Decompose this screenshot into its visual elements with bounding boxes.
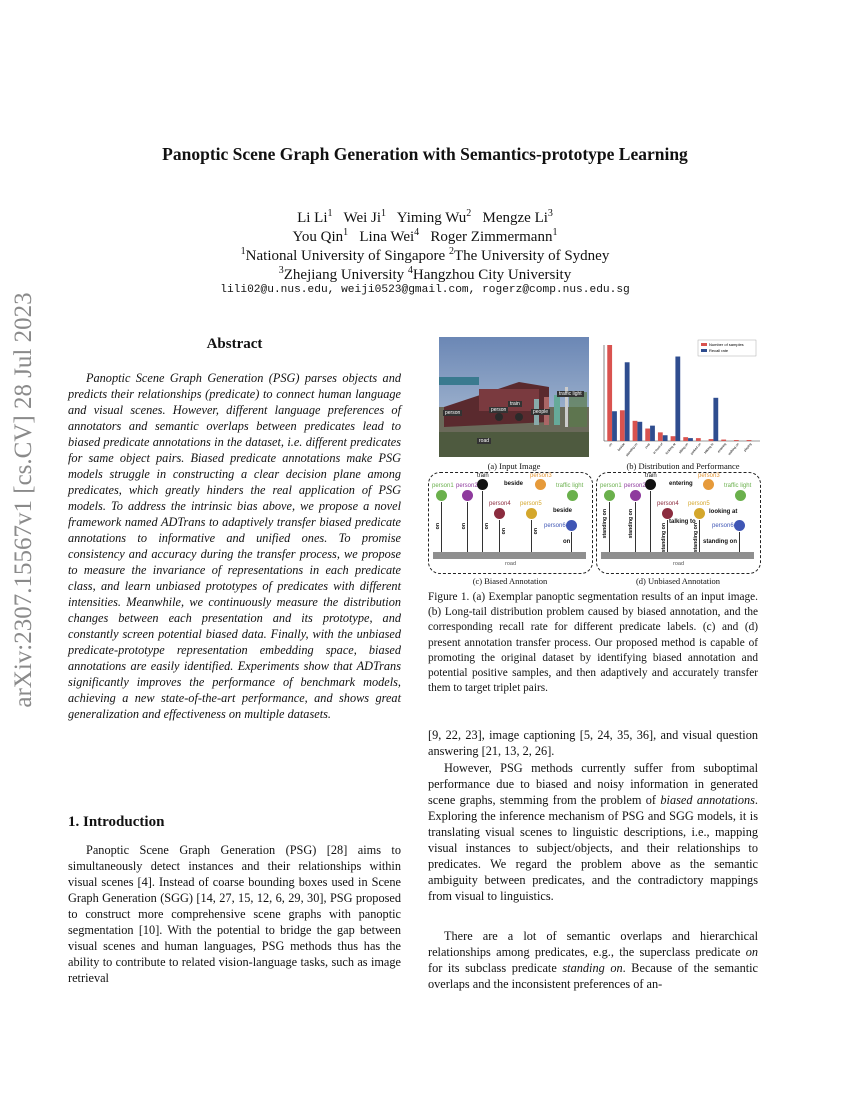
x-tick-label: talking to [703,442,715,455]
node-dot [462,490,473,501]
edge-label: beside [504,481,524,487]
photo-tag: train [510,401,520,407]
node-label: train [645,473,657,479]
bar-samples-playing [747,440,752,441]
affil-name: The University of Sydney [453,248,610,264]
figure-1-caption: Figure 1. (a) Exemplar panoptic segmentation results of an input image. (b) Long-tail distribution problem caused by biased annotation, and the corresponding recall rate for different predicate labels. (c) and (d) present annotation transfer process. Our proposed method is capable of promoting the original dataset by identifying biased annotation and potential positive samples, and then adaptively and accurately transfer them to target triplet pairs. [428,591,758,695]
emphasis: on [745,945,758,959]
edge-label: on [501,528,507,535]
node-label: person4 [489,501,511,507]
node-label: person6 [544,523,566,529]
author-name: Wei Ji [343,210,382,226]
node-dot [494,508,505,519]
node-dot [703,479,714,490]
edge-label: standing on [693,523,699,553]
edge-label: on [435,523,441,530]
bar-recall-over [650,426,655,441]
author-sup: 1 [552,227,558,238]
node-dot [662,508,673,519]
emphasis: biased annotations [660,793,755,807]
edge-label: standing on [703,539,737,545]
bar-recall-talking-to [713,398,718,441]
node-label: train [477,473,489,479]
arxiv-stamp-text: arXiv:2307.15567v1 [cs.CV] 28 Jul 2023 [10,292,37,708]
author-name: Roger Zimmermann [430,229,553,245]
edge-label: looking at [709,509,738,515]
edge-line [650,491,651,552]
intro-paragraph-1-continued: [9, 22, 23], image captioning [5, 24, 35, 36], and visual question answering [21, 13, 2, 26]. [428,728,758,758]
figure-1c-label: (c) Biased Annotation [472,576,548,586]
node-label: person2 [456,483,478,489]
node-label: person2 [624,483,646,489]
node-dot [694,508,705,519]
edge-label: standing on [661,523,667,553]
emphasis: standing on [562,961,623,975]
author-name: Mengze Li [482,210,548,226]
bar-samples-standing-on [633,421,638,441]
edge-label: on [484,523,490,530]
bar-recall-standing-on [637,422,642,441]
bar-recall-beside [625,362,630,441]
edge-line [482,491,483,552]
bar-recall-in-front-of [663,435,668,441]
edge-line [499,520,500,552]
bar-samples-beside [620,410,625,441]
bar-samples-in-front-of [658,432,663,441]
legend-swatch-recall [701,349,707,352]
intro-heading: 1. Introduction [68,814,165,830]
text-run: There are a lot of semantic overlaps and hierarchical relationships among predicates, e.g., the superclass predicate [428,929,758,959]
legend-swatch-samples [701,343,707,346]
edge-line [571,532,572,552]
node-dot [535,479,546,490]
x-tick-label: parked on [689,442,702,456]
edge-label: standing on [602,509,608,539]
edge-label: on [461,523,467,530]
photo-tag: person [491,407,507,413]
affil-name: National University of Singapore [245,248,449,264]
road-label: road [505,561,517,567]
node-dot [735,490,746,501]
affil-sup: 4 [407,265,413,276]
intro-paragraph-3 [428,928,758,992]
affil-sup: 2 [448,246,454,257]
node-dot [567,490,578,501]
edge-label: standing on [628,509,634,539]
x-tick-label: playing [742,442,753,453]
bar-chart [598,337,766,457]
bar-samples-entering [721,440,726,441]
bar-samples-on [607,345,612,441]
affil-name: Zhejiang University [283,267,408,283]
x-tick-label: in front of [652,442,664,455]
road-label: road [673,561,685,567]
node-dot [436,490,447,501]
arxiv-stamp [6,292,42,708]
author-name: Lina Wei [359,229,415,245]
photo-tag: people [533,409,549,415]
x-tick-label: over [644,442,652,450]
node-label: traffic light [724,483,752,489]
affil-sup: 3 [278,265,284,276]
bar-recall-sitting-on [688,438,693,441]
edge-line [531,520,532,552]
edge-line [739,532,740,552]
edge-label: beside [553,508,573,514]
edge-line [609,502,610,552]
photo-tag: road [479,438,490,444]
figure-1b-chart [598,337,766,457]
author-sup: 4 [414,227,420,238]
edge-label: entering [669,481,693,487]
edge-line [441,502,442,552]
bar-samples-parked-on [696,438,701,441]
x-tick-label: beside [616,442,626,452]
x-tick-label: sitting on [677,442,690,455]
author-name: Li Li [297,210,328,226]
node-label: person1 [600,483,622,489]
node-label: person4 [657,501,679,507]
author-name: Yiming Wu [396,210,467,226]
edge-label: on [533,528,539,535]
abstract-body: Panoptic Scene Graph Generation (PSG) parses objects and predicts their relationships (predicate) to connect human language and visual scenes. However, different language preferences of annotators and semantic overlaps between predicates lead to biased predicate annotations in the dataset, i.e. different predicates for same object pairs. Biased predicate annotations make PSG models struggle in constructing a clear decision plane among predicates, which greatly hinders the real application of PSG models. To address the intrinsic bias above, we propose a novel framework named ADTrans to adaptively transfer biased predicate annotations to informative and unified ones. To promise consistency and accuracy during the transfer process, we propose to measure the invariance of representations in each predicate class, and learn unbiased prototypes of predicates with different intensities. Meanwhile, we continuously measure the distribution changes between each presentation and its prototype, and constantly screen potential biased data. Finally, with the unbiased predicate-prototype representation embedding space, biased annotations are easily identified. Experiments show that ADTrans significantly improves the performance of benchmark models, achieving a new state-of-the-art performance, and shows great generalization and effectiveness on multiple datasets. [68,371,401,721]
edge-label: talking to [669,519,696,525]
node-dot [477,479,488,490]
node-dot [734,520,745,531]
edge-line [467,502,468,552]
edge-label: on [563,539,571,545]
affil-name: Hangzhou City University [412,267,572,283]
legend-label-recall: Recall rate [709,348,729,353]
node-label: person1 [432,483,454,489]
author-name: You Qin [292,229,344,245]
road-bar [601,552,754,559]
x-tick-label: walking on [727,442,740,457]
node-label: person6 [712,523,734,529]
bar-samples-talking-to [709,439,714,441]
x-tick-label: standing on [624,442,639,457]
affiliation-line-2 [0,261,850,285]
bar-samples-looking-at [671,436,676,441]
bar-recall-looking-at [675,357,680,441]
bar-samples-sitting-on [683,437,688,441]
bar-samples-over [645,429,650,441]
intro-paragraph-2 [428,760,758,904]
author-sup: 2 [466,208,472,219]
node-dot [645,479,656,490]
road-bar [433,552,586,559]
x-tick-label: entering [716,442,728,454]
node-label: person5 [688,501,710,507]
node-dot [526,508,537,519]
figure-1a-label: (a) Input Image [487,461,541,471]
edge-line [667,520,668,552]
author-sup: 1 [343,227,349,238]
x-tick-label: looking at [664,442,677,456]
abstract-heading: Abstract [206,336,263,352]
node-label: person5 [520,501,542,507]
node-dot [604,490,615,501]
author-sup: 1 [381,208,387,219]
figure-1d-unbiased-annotation [596,472,761,574]
node-dot [566,520,577,531]
photo-tag: person [445,410,461,416]
bar-recall-on [612,411,617,441]
paper-title: Panoptic Scene Graph Generation with Semantics-prototype Learning [162,144,688,164]
bar-samples-walking-on [734,440,739,441]
node-label: person3 [530,473,552,479]
x-tick-label: on [607,442,614,448]
node-label: traffic light [556,483,584,489]
scene-photo-illustration [439,337,589,457]
node-label: person3 [698,473,720,479]
figure-1b-label: (b) Distribution and Performance [626,461,740,471]
text-run: . Exploring the inference mechanism of PSG and SGG models, it is translating visual scenes to linguistic descriptions, i.e., mapping visual instances to subject/objects, and their relationships to predicates. We regard the problem above as the semantic ambiguity between predicates, and the contradictory mappings from visual to linguistics. [428,793,758,903]
intro-paragraph-1: Panoptic Scene Graph Generation (PSG) [28] aims to simultaneously detect instances and their relationships within visual scenes [4]. Instead of coarse bounding boxes used in Scene Graph Generation (SGG) [14, 27, 15, 12, 6, 29, 30], PSG proposed to construct more comprehensive scene graphs with panoptic segmentation [10]. With the potential to bridge the gap between visual scenes and human languages, PSG methods thus has the ability to contribute to related vision-language tasks, such as image retrieval [68,843,401,985]
figure-1d-label: (d) Unbiased Annotation [635,576,721,586]
edge-line [635,502,636,552]
text-run: . Because of the semantic overlaps and the inconsistent preferences of an- [428,961,759,991]
text-run: However, PSG methods currently suffer from suboptimal performance due to biased and noisy information in generated scene graphs, stemming from the problem of [428,761,758,807]
author-emails[interactable]: lili02@u.nus.edu, weiji0523@gmail.com, rogerz@comp.nus.edu.sg [220,284,630,296]
node-dot [630,490,641,501]
edge-line [699,520,700,552]
affil-sup: 1 [240,246,246,257]
author-sup: 1 [327,208,333,219]
figure-1c-biased-annotation [428,472,593,574]
author-sup: 3 [547,208,553,219]
text-run: for its subclass predicate [428,961,563,975]
photo-tag: traffic light [559,391,582,397]
legend-label-samples: Number of samples [709,342,744,347]
figure-1a-input-image [439,337,589,457]
